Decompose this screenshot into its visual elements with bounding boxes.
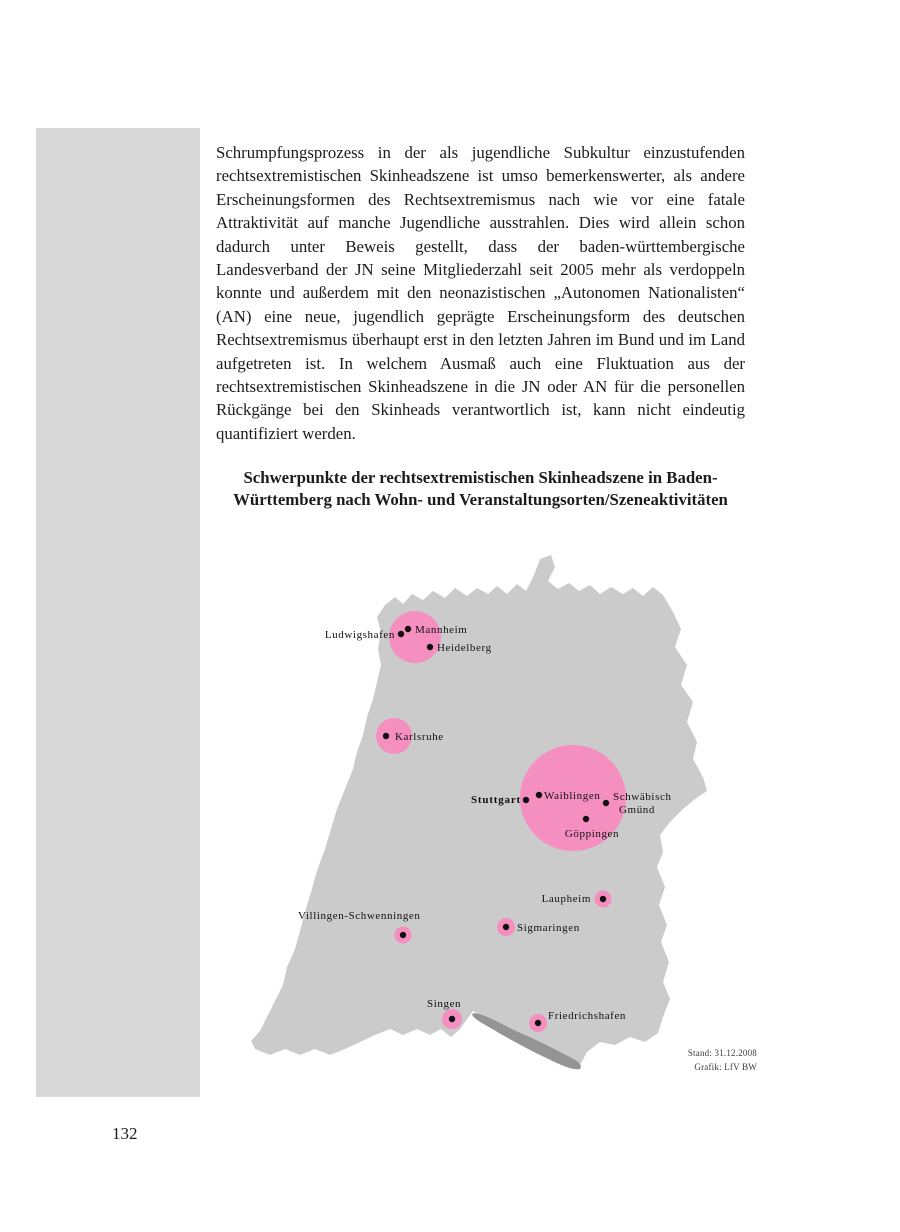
city-label-sigmaringen: Sigmaringen [517,922,580,934]
figure-title-line2: Württemberg nach Wohn- und Veranstaltungsorten/Szeneaktivitäten [233,489,728,509]
city-label-karlsruhe: Karlsruhe [395,731,444,743]
city-label-waiblingen: Waiblingen [544,790,601,802]
city-label-villingen-schwenningen: Villingen-Schwenningen [298,910,421,922]
city-label-schwaebisch-gmuend-line2: Gmünd [619,804,655,816]
map-figure [245,537,765,1097]
city-label-ludwigshafen: Ludwigshafen [324,629,395,641]
city-dot-goeppingen [583,816,589,822]
body-paragraph: Schrumpfungsprozess in der als jugendliche Subkultur einzustufenden rechtsextremistischen Skinheadszene ist umso bemerkenswerter, als andere Erscheinungsformen des Rechtsextremismus nach wie vor eine fatale Attraktivität auf manche Jugendliche ausstrahlen. Dies wird allein schon dadurch unter Beweis gestellt, dass der baden-württembergische Landesverband der JN seine Mitgliederzahl seit 2005 mehr als verdoppeln konnte und außerdem mit den neonazistischen „Autonomen Nationalisten“ (AN) eine neue, jugendlich geprägte Erscheinungsform des deutschen Rechtsextremismus überhaupt erst in den letzten Jahren im Bund und im Land aufgetreten ist. In welchem Ausmaß auch eine Fluktuation aus der rechtsextremistischen Skinheadszene in die JN oder AN für die personellen Rückgänge bei den Skinheads verantwortlich ist, kann nicht eindeutig quantifiziert werden. [216,143,745,443]
figure-title [216,467,745,510]
city-label-mannheim: Mannheim [415,624,468,636]
city-dot-sigmaringen [503,924,509,930]
city-dot-friedrichshafen [535,1020,541,1026]
city-label-schwaebisch-gmuend-line1: Schwäbisch [613,791,672,803]
city-label-goeppingen: Göppingen [564,828,620,840]
city-dot-heidelberg [427,644,433,650]
page-number: 132 [112,1124,138,1143]
city-dot-waiblingen [536,792,542,798]
map-credit-grafik: Grafik: LfV BW [694,1062,757,1072]
city-dot-villingen-schwenningen [400,932,406,938]
city-label-friedrichshafen: Friedrichshafen [548,1010,627,1022]
city-label-stuttgart: Stuttgart [471,794,521,806]
city-dot-karlsruhe [383,733,389,739]
city-label-laupheim: Laupheim [541,893,591,905]
figure-title-line1: Schwerpunkte der rechtsextremistischen Skinheadszene in Baden- [243,468,718,487]
map-credit-stand: Stand: 31.12.2008 [687,1048,757,1058]
city-label-singen: Singen [427,998,462,1010]
city-dot-singen [449,1016,455,1022]
city-label-heidelberg: Heidelberg [437,642,492,654]
baden-wuerttemberg-map [245,537,765,1097]
margin-band [36,128,200,1097]
hotspot-mannheim-region [389,611,441,663]
city-dot-mannheim [405,626,411,632]
city-dot-schwaebisch-gmuend [603,800,609,806]
city-dot-stuttgart [523,797,529,803]
city-dot-laupheim [600,896,606,902]
city-dot-ludwigshafen [398,631,404,637]
